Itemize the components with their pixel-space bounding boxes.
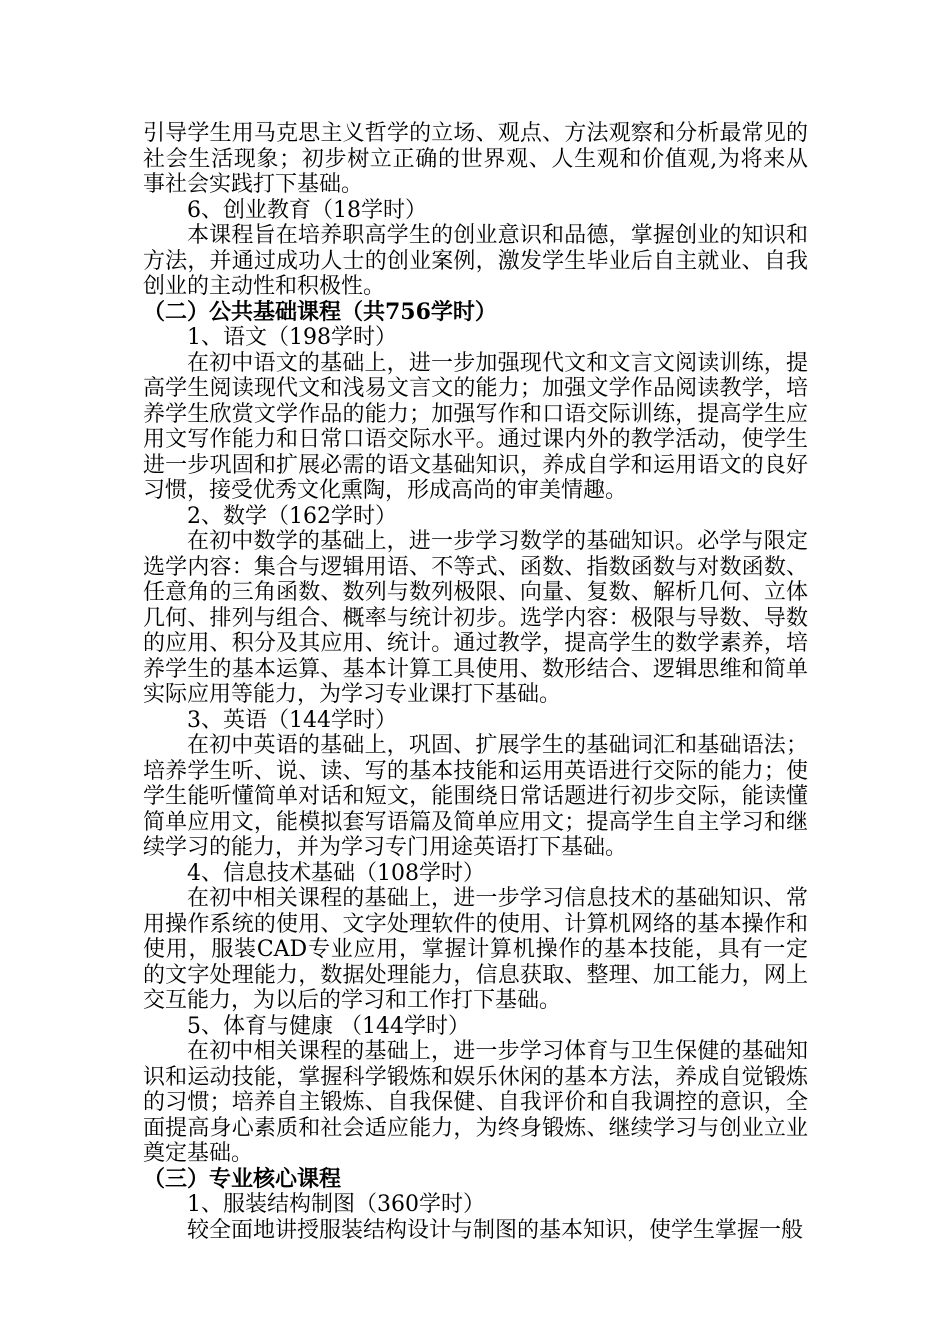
paragraph-garment-drafting: 较全面地讲授服装结构设计与制图的基本知识，使学生掌握一般: [187, 1217, 804, 1243]
course-item-math: 2、数学（162学时）: [187, 503, 397, 529]
paragraph-english: 在初中英语的基础上，巩固、扩展学生的基础词汇和基础语法；培养学生听、说、读、写的基本技能和运用英语进行交际的能力；使学生能听懂简单对话和短文，能围绕日常话题进行初步交际，能读懂简单应用文，能模拟套写语篇及简单应用文；提高学生自主学习和继续学习的能力，并为学习专门用途英语打下基础。: [143, 733, 808, 860]
course-item-garment-drafting: 1、服装结构制图（360学时）: [187, 1192, 485, 1217]
paragraph-entrepreneurship: 本课程旨在培养职高学生的创业意识和品德，掌握创业的知识和方法，并通过成功人士的创业案例，激发学生毕业后自主就业、自我创业的主动性和积极性。: [143, 223, 808, 299]
course-item-english: 3、英语（144学时）: [187, 707, 397, 733]
paragraph-it-basics: 在初中相关课程的基础上，进一步学习信息技术的基础知识、常用操作系统的使用、文字处理软件的使用、计算机网络的基本操作和使用，服装CAD专业应用，掌握计算机操作的基本技能，具有一定的文字处理能力，数据处理能力，信息获取、整理、加工能力，网上交互能力，为以后的学习和工作打下基础。: [143, 886, 808, 1013]
paragraph-pe-health: 在初中相关课程的基础上，进一步学习体育与卫生保健的基础知识和运动技能，掌握科学锻炼和娱乐休闲的基本方法，养成自觉锻炼的习惯；培养自主锻炼、自我保健、自我评价和自我调控的意识，全面提高身心素质和社会适应能力，为终身锻炼、继续学习与创业立业奠定基础。: [143, 1039, 808, 1166]
section-heading-core-courses: （三）专业核心课程: [143, 1165, 342, 1192]
document-page: [143, 121, 808, 1243]
course-item-it-basics: 4、信息技术基础（108学时）: [187, 860, 485, 886]
paragraph-body-continued: 引导学生用马克思主义哲学的立场、观点、方法观察和分析最常见的社会生活现象；初步树立正确的世界观、人生观和价值观,为将来从事社会实践打下基础。: [143, 121, 808, 197]
paragraph-math: 在初中数学的基础上，进一步学习数学的基础知识。必学与限定选学内容：集合与逻辑用语、不等式、函数、指数函数与对数函数、任意角的三角函数、数列与数列极限、向量、复数、解析几何、立体几何、排列与组合、概率与统计初步。选学内容：极限与导数、导数的应用、积分及其应用、统计。通过教学，提高学生的数学素养，培养学生的基本运算、基本计算工具使用、数形结合、逻辑思维和简单实际应用等能力，为学习专业课打下基础。: [143, 529, 808, 707]
paragraph-chinese: 在初中语文的基础上，进一步加强现代文和文言文阅读训练，提高学生阅读现代文和浅易文言文的能力；加强文学作品阅读教学，培养学生欣赏文学作品的能力；加强写作和口语交际训练，提高学生应用文写作能力和日常口语交际水平。通过课内外的教学活动，使学生进一步巩固和扩展必需的语文基础知识，养成自学和运用语文的良好习惯，接受优秀文化熏陶，形成高尚的审美情趣。: [143, 350, 808, 503]
course-item-chinese: 1、语文（198学时）: [187, 325, 397, 350]
course-item-pe-health: 5、体育与健康 （144学时）: [187, 1013, 470, 1039]
course-item-entrepreneurship: 6、创业教育（18学时）: [187, 197, 427, 223]
section-heading-public-basic-courses: （二）公共基础课程（共756学时）: [143, 298, 497, 325]
